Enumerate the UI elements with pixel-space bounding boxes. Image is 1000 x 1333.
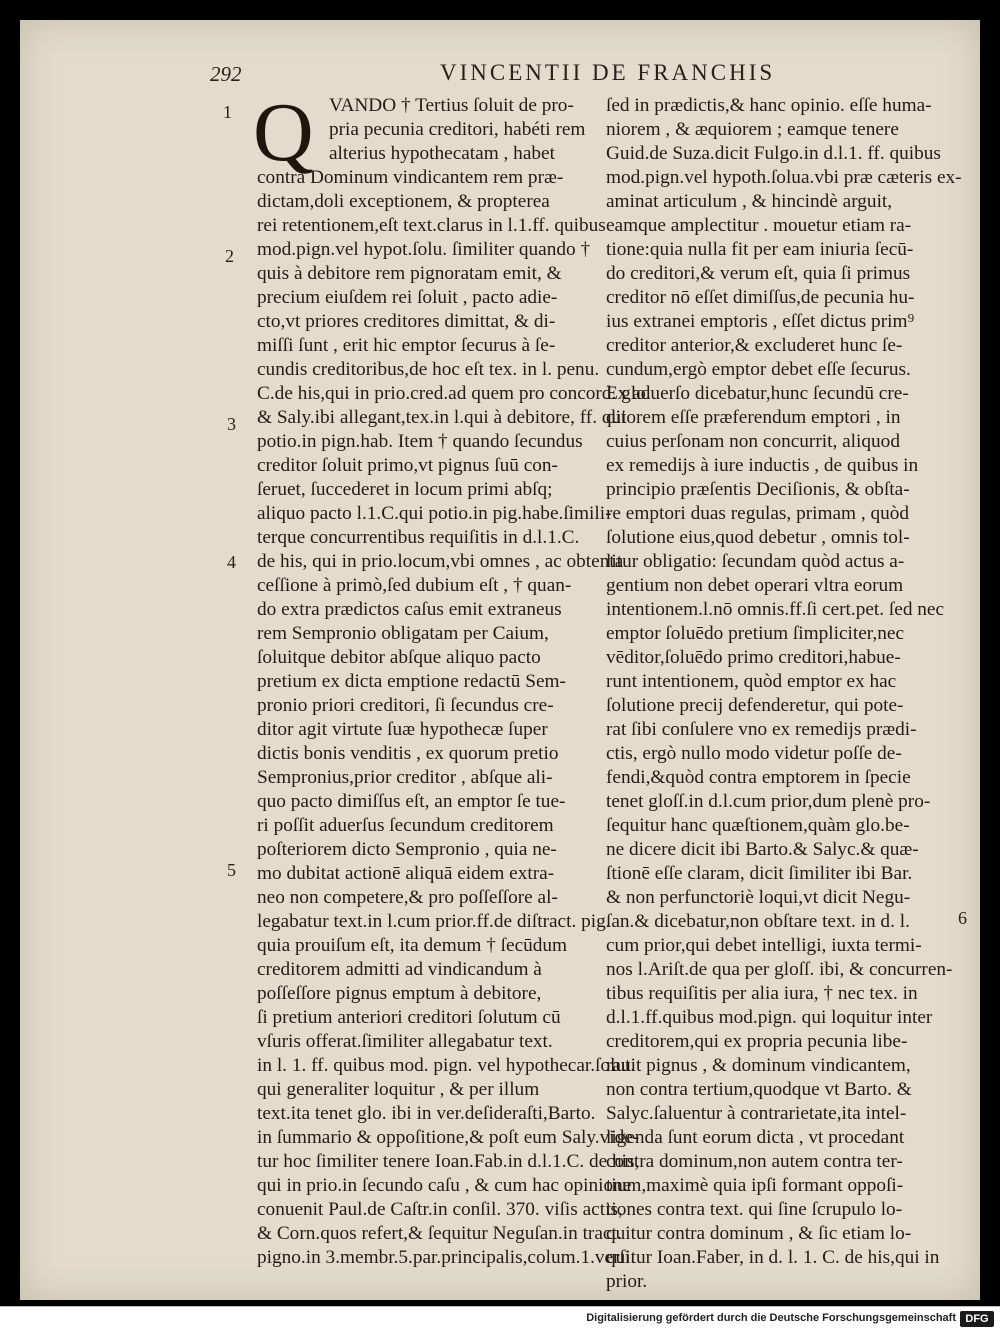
text-line: rat ſibi conſulere vno ex remedijs prædi- xyxy=(606,719,917,740)
text-line: ſoluitque debitor abſque aliquo pacto xyxy=(257,647,541,668)
text-line: re emptori duas regulas, primam , quòd xyxy=(606,503,910,524)
text-line: Ex aduerſo dicebatur,hunc ſecundū cre- xyxy=(606,383,909,404)
text-line: potio.in pign.hab. Item † quando ſecundus xyxy=(257,431,583,452)
text-line: VANDO † Tertius ſoluit de pro- xyxy=(329,95,574,116)
text-line: Guid.de Suza.dicit Fulgo.in d.l.1. ff. quibus xyxy=(606,143,941,164)
text-line: ſolutione eius,quod debetur , omnis tol- xyxy=(606,527,910,548)
text-line: cum prior,qui debet intelligi, iuxta termi- xyxy=(606,935,922,956)
text-line: text.ita tenet glo. ibi in ver.deſideraſti,Barto. xyxy=(257,1103,596,1124)
text-line: mod.pign.vel hypot.ſolu. ſimiliter quando † xyxy=(257,239,591,260)
text-line: quitur Ioan.Faber, in d. l. 1. C. de his,qui in xyxy=(606,1247,940,1268)
text-line: alterius hypothecatam , habet xyxy=(329,143,555,164)
footer-bar xyxy=(0,1306,1000,1333)
text-line: creditorem admitti ad vindicandum à xyxy=(257,959,542,980)
text-line: mo dubitat actionē aliquā eidem extra- xyxy=(257,863,555,884)
text-line: pria pecunia creditori, habéti rem xyxy=(329,119,586,140)
text-line: ſi pretium anteriori creditori ſolutum cū xyxy=(257,1007,561,1028)
text-line: pigno.in 3.membr.5.par.principalis,colum.1.verſi. xyxy=(257,1247,636,1268)
margin-number: 4 xyxy=(227,552,236,572)
margin-number: 3 xyxy=(227,414,236,434)
text-line: nos l.Ariſt.de qua per gloſſ. ibi, & concurren- xyxy=(606,959,953,980)
text-line: ditor agit virtute ſuæ hypothecæ ſuper xyxy=(257,719,548,740)
text-line: de his, qui in prio.locum,vbi omnes , ac obtenta xyxy=(257,551,624,572)
text-line: poſſeſſore pignus emptum à debitore, xyxy=(257,983,542,1004)
text-line: tium,maximè quia ipſi formant oppoſi- xyxy=(606,1175,904,1196)
text-line: neo non competere,& pro poſſeſſore al- xyxy=(257,887,558,908)
text-line: quia prouiſum eſt, ita demum † ſecūdum xyxy=(257,935,568,956)
text-line: d.l.1.ff.quibus mod.pign. qui loquitur inter xyxy=(606,1007,933,1028)
margin-number: 5 xyxy=(227,860,236,880)
text-line: vſuris offerat.ſimiliter allegabatur text. xyxy=(257,1031,553,1052)
text-line: in ſummario & oppoſitione,& poſt eum Saly.vide- xyxy=(257,1127,640,1148)
text-line: ne dicere dicit ibi Barto.& Salyc.& quæ- xyxy=(606,839,919,860)
text-line: rem Sempronio obligatam per Caium, xyxy=(257,623,549,644)
text-line: Salyc.ſaluentur à contrarietate,ita intel- xyxy=(606,1103,907,1124)
text-line: ſan.& dicebatur,non obſtare text. in d. l. xyxy=(606,911,910,932)
text-line: prior. xyxy=(606,1271,648,1292)
text-line: tibus requiſitis per alia iura, † nec tex. in xyxy=(606,983,918,1004)
text-line: pronio priori creditori, ſi ſecundus cre- xyxy=(257,695,554,716)
text-line: aliquo pacto l.1.C.qui potio.in pig.habe.ſimili- xyxy=(257,503,612,524)
text-line: intentionem.l.nō omnis.ff.ſi cert.pet. ſed nec xyxy=(606,599,945,620)
margin-number: 2 xyxy=(225,246,234,266)
text-line: poſteriorem dicto Sempronio , quia ne- xyxy=(257,839,557,860)
margin-number: 1 xyxy=(223,102,232,122)
text-line: quitur contra dominum , & ſic etiam lo- xyxy=(606,1223,912,1244)
text-line: tiones contra text. qui ſine ſcrupulo lo- xyxy=(606,1199,903,1220)
text-line: qui generaliter loquitur , & per illum xyxy=(257,1079,540,1100)
text-line: creditor nō eſſet dimiſſus,de pecunia hu- xyxy=(606,287,915,308)
text-line: ex remedijs à iure inductis , de quibus in xyxy=(606,455,919,476)
text-line: do extra prædictos caſus emit extraneus xyxy=(257,599,562,620)
text-line: ſeruet, ſuccederet in locum primi abſq; xyxy=(257,479,553,500)
text-line: cundum,ergò emptor debet eſſe ſecurus. xyxy=(606,359,911,380)
text-line: principio præſentis Deciſionis, & obſta- xyxy=(606,479,910,500)
text-line: cuius perſonam non concurrit, aliquod xyxy=(606,431,900,452)
text-line: tenet gloſſ.in d.l.cum prior,dum plenè pro- xyxy=(606,791,931,812)
text-line: contra dominum,non autem contra ter- xyxy=(606,1151,903,1172)
text-line: non contra tertium,quodque vt Barto. & xyxy=(606,1079,912,1100)
text-line: emptor ſoluēdo pretium ſimpliciter,nec xyxy=(606,623,905,644)
text-line: precium eiuſdem rei ſoluit , pacto adie- xyxy=(257,287,558,308)
text-line: creditorem,qui ex propria pecunia libe- xyxy=(606,1031,908,1052)
text-line: niorem , & æquiorem ; eamque tenere xyxy=(606,119,899,140)
text-line: pretium ex dicta emptione redactū Sem- xyxy=(257,671,566,692)
drop-cap-initial: Q xyxy=(253,86,314,179)
text-line: ius extranei emptoris , eſſet dictus prim⁹ xyxy=(606,311,915,332)
text-line: rauit pignus , & dominum vindicantem, xyxy=(606,1055,911,1076)
text-line: ſed in prædictis,& hanc opinio. eſſe huma- xyxy=(606,95,932,116)
text-line: eamque amplectitur . mouetur etiam ra- xyxy=(606,215,912,236)
text-line: ſolutione precij defenderetur, qui pote- xyxy=(606,695,904,716)
text-line: quo pacto dimiſſus eſt, an emptor ſe tue- xyxy=(257,791,566,812)
text-line: Sempronius,prior creditor , abſque ali- xyxy=(257,767,553,788)
margin-number: 6 xyxy=(958,908,967,928)
text-line: & non perfunctoriè loqui,vt dicit Negu- xyxy=(606,887,911,908)
text-line: & Saly.ibi allegant,tex.in l.qui à debitore, ff. qui xyxy=(257,407,627,428)
text-line: conuenit Paul.de Caſtr.in conſil. 370. viſis actis, xyxy=(257,1199,623,1220)
left-text-column xyxy=(257,94,651,1270)
funding-notice: Digitalisierung gefördert durch die Deutsche Forschungsgemeinschaft xyxy=(586,1312,956,1324)
text-line: cundis creditoribus,de hoc eſt tex. in l. penu. xyxy=(257,359,600,380)
running-title: VINCENTII DE FRANCHIS xyxy=(440,60,776,85)
text-line: tione:quia nulla fit per eam iniuria ſecū- xyxy=(606,239,914,260)
text-line: terque concurrentibus requiſitis in d.l.1.C. xyxy=(257,527,580,548)
page-number: 292 xyxy=(210,62,242,86)
text-line: ditorem eſſe præferendum emptori , in xyxy=(606,407,901,428)
text-line: cto,vt priores creditores dimittat, & di- xyxy=(257,311,556,332)
text-line: miſſi ſunt , erit hic emptor ſecurus à ſe- xyxy=(257,335,556,356)
text-line: ri poſſit aduerſus ſecundum creditorem xyxy=(257,815,554,836)
text-line: ſtionē eſſe claram, dicit ſimiliter ibi Bar. xyxy=(606,863,913,884)
right-text-column xyxy=(606,94,966,1294)
text-line: aminat articulum , & hincindè arguit, xyxy=(606,191,893,212)
text-line: tur hoc ſimiliter tenere Ioan.Fab.in d.l.1.C. de his, xyxy=(257,1151,640,1172)
text-line: vēditor,ſoluēdo primo creditori,habue- xyxy=(606,647,901,668)
text-line: ligenda ſunt eorum dicta , vt procedant xyxy=(606,1127,905,1148)
text-line: gentium non debet operari vltra eorum xyxy=(606,575,904,596)
text-line: legabatur text.in l.cum prior.ff.de diſtract. pig. xyxy=(257,911,611,932)
text-line: C.de his,qui in prio.cred.ad quem pro concord. glo. xyxy=(257,383,651,404)
text-line: dictam,doli exceptionem, & propterea xyxy=(257,191,550,212)
text-line: ctis, ergò nullo modo videtur poſſe de- xyxy=(606,743,902,764)
text-line: quis à debitore rem pignoratam emit, & xyxy=(257,263,562,284)
text-line: litur obligatio: ſecundam quòd actus a- xyxy=(606,551,905,572)
text-line: creditor anterior,& excluderet hunc ſe- xyxy=(606,335,903,356)
text-line: in l. 1. ff. quibus mod. pign. vel hypothecar.ſolut. xyxy=(257,1055,636,1076)
text-line: mod.pign.vel hypoth.ſolua.vbi præ cæteris ex- xyxy=(606,167,962,188)
text-line: dictis bonis venditis , ex quorum pretio xyxy=(257,743,559,764)
text-line: fendi,&quòd contra emptorem in ſpecie xyxy=(606,767,911,788)
text-line: rei retentionem,eſt text.clarus in l.1.ff. quibus xyxy=(257,215,606,236)
text-line: ſequitur hanc quæſtionem,quàm glo.be- xyxy=(606,815,910,836)
text-line: do creditori,& verum eſt, quia ſi primus xyxy=(606,263,911,284)
dfg-logo: DFG xyxy=(960,1311,994,1327)
text-line: ceſſione à primò,ſed dubium eſt , † quan- xyxy=(257,575,572,596)
text-line: qui in prio.in ſecundo caſu , & cum hac opinione xyxy=(257,1175,632,1196)
text-line: runt intentionem, quòd emptor ex hac xyxy=(606,671,897,692)
text-line: & Corn.quos refert,& ſequitur Neguſan.in tract. xyxy=(257,1223,622,1244)
text-line: contra Dominum vindicantem rem præ- xyxy=(257,167,564,188)
book-page xyxy=(20,20,980,1300)
text-line: creditor ſoluit primo,vt pignus ſuū con- xyxy=(257,455,558,476)
